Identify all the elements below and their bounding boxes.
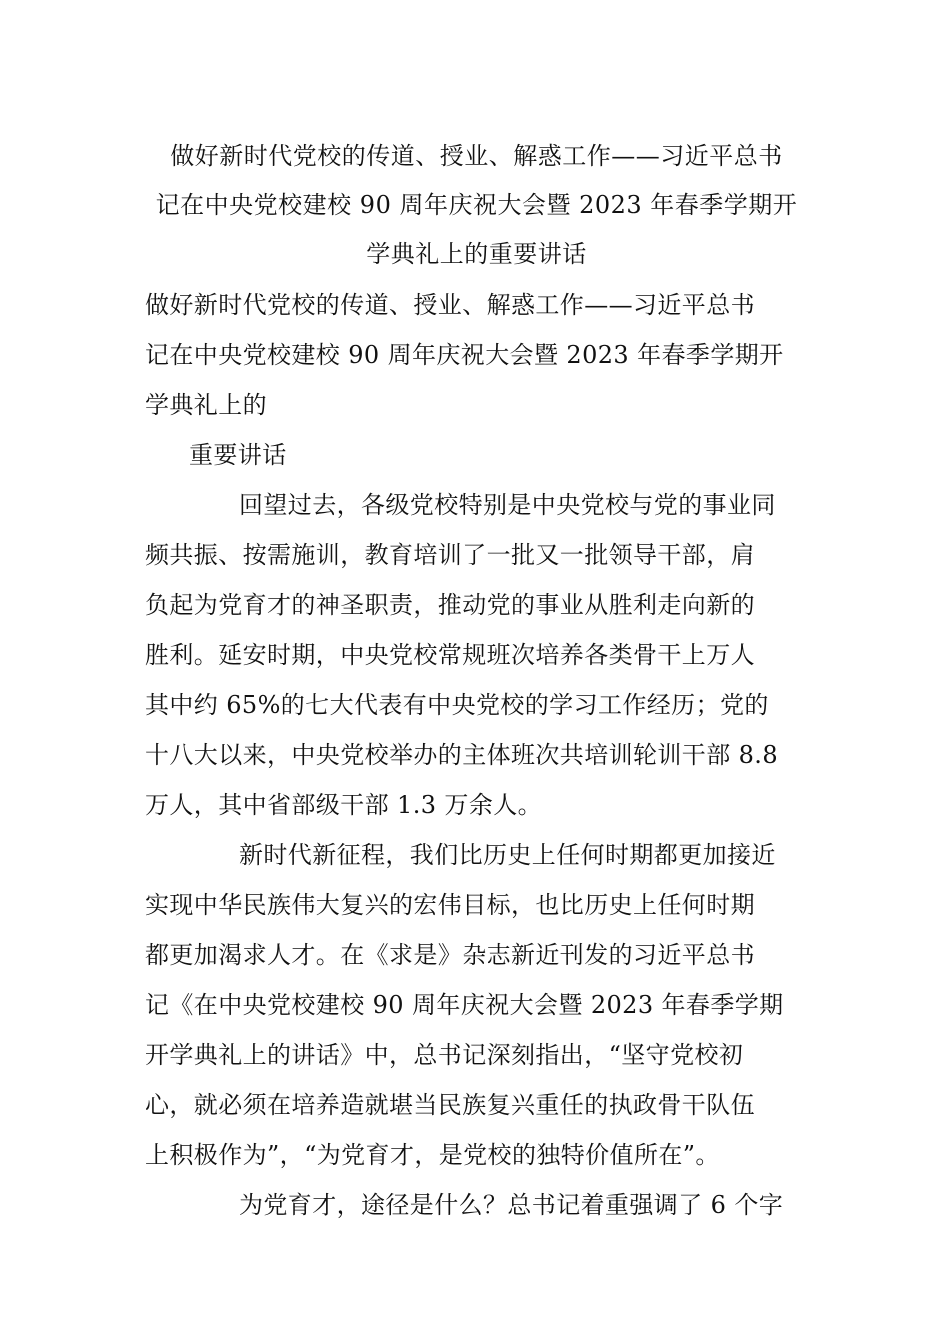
paragraph-1-line: 万人，其中省部级干部 1.3 万余人。: [145, 791, 543, 819]
title-line: 做好新时代党校的传道、授业、解惑工作——习近平总书: [170, 142, 783, 170]
heading-repeat-line: 记在中央党校建校 90 周年庆祝大会暨 2023 年春季学期开: [145, 341, 784, 369]
heading-repeat-line: 学典礼上的: [145, 391, 267, 419]
title-line: 记在中央党校建校 90 周年庆祝大会暨 2023 年春季学期开: [155, 191, 798, 219]
title-line: 学典礼上的重要讲话: [366, 240, 587, 268]
paragraph-1-line: 负起为党育才的神圣职责，推动党的事业从胜利走向新的: [145, 591, 755, 619]
paragraph-2-line: 开学典礼上的讲话》中，总书记深刻指出，“坚守党校初: [145, 1041, 744, 1069]
paragraph-3-line: 为党育才，途径是什么？总书记着重强调了 6 个字: [239, 1191, 784, 1219]
paragraph-2-line: 记《在中央党校建校 90 周年庆祝大会暨 2023 年春季学期: [145, 991, 784, 1019]
document-title: [145, 132, 808, 279]
paragraph-1-line: 回望过去，各级党校特别是中央党校与党的事业同: [239, 491, 776, 519]
paragraph-1-line: 其中约 65%的七大代表有中央党校的学习工作经历；党的: [145, 691, 769, 719]
paragraph-2-line: 上积极作为”，“为党育才，是党校的独特价值所在”。: [145, 1141, 720, 1169]
subheading: 重要讲话: [189, 441, 287, 469]
paragraph-2-line: 实现中华民族伟大复兴的宏伟目标，也比历史上任何时期: [145, 891, 755, 919]
paragraph-2-line: 新时代新征程，我们比历史上任何时期都更加接近: [239, 841, 776, 869]
document-body: [145, 280, 808, 1230]
heading-repeat-line: 做好新时代党校的传道、授业、解惑工作——习近平总书: [145, 291, 755, 319]
paragraph-1-line: 频共振、按需施训，教育培训了一批又一批领导干部，肩: [145, 541, 755, 569]
paragraph-1-line: 胜利。延安时期，中央党校常规班次培养各类骨干上万人: [145, 641, 755, 669]
paragraph-1-line: 十八大以来，中央党校举办的主体班次共培训轮训干部 8.8: [145, 741, 778, 769]
paragraph-2-line: 心，就必须在培养造就堪当民族复兴重任的执政骨干队伍: [145, 1091, 755, 1119]
paragraph-2-line: 都更加渴求人才。在《求是》杂志新近刊发的习近平总书: [145, 941, 755, 969]
